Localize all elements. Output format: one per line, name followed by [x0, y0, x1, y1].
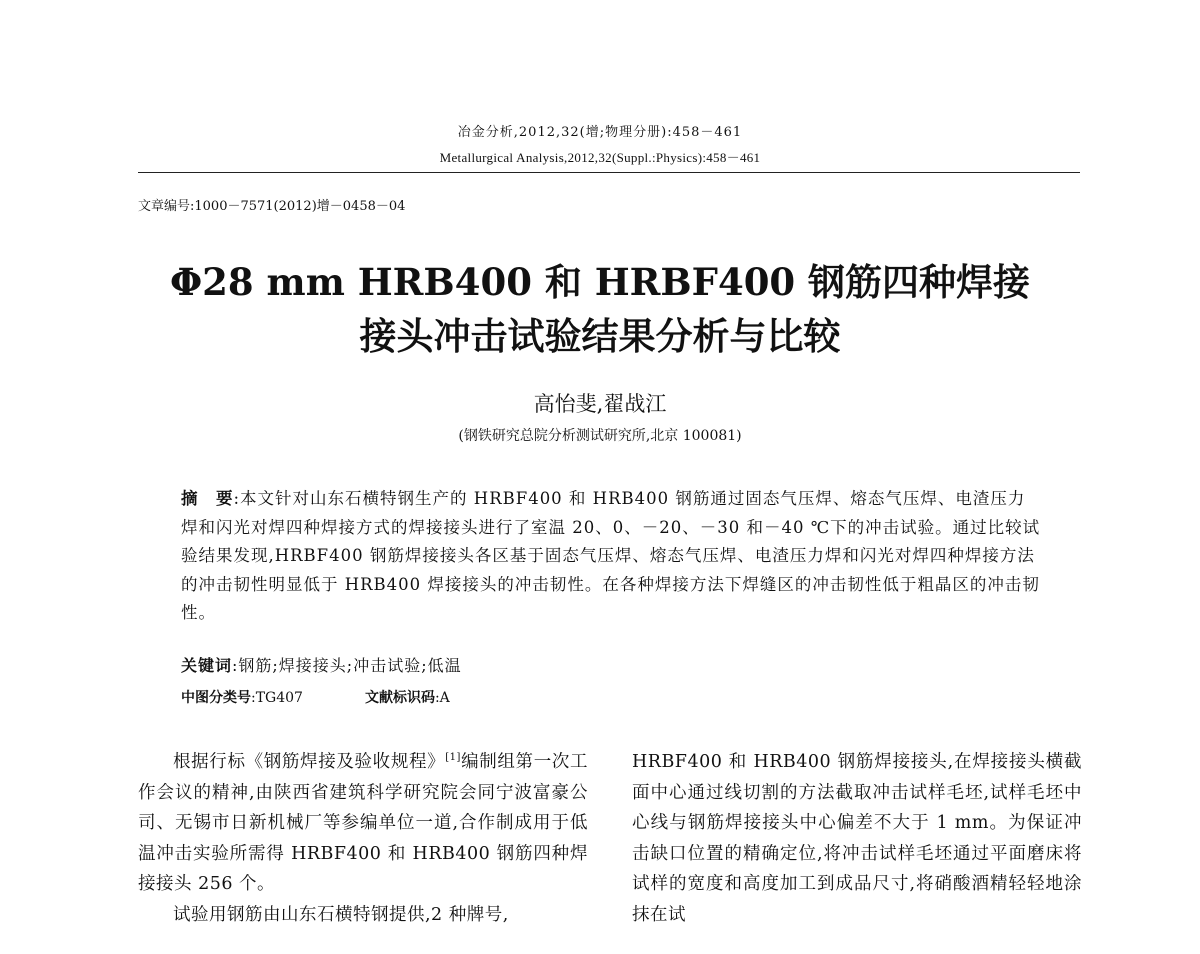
article-number: 文章编号:1000－7571(2012)增－0458－04	[138, 199, 406, 214]
body-paragraph	[138, 747, 588, 900]
doc-code-value: :A	[434, 690, 450, 706]
keywords-label: 关键词	[181, 656, 233, 675]
body-paragraph: HRBF400 和 HRB400 钢筋焊接接头,在焊接接头横截面中心通过线切割的方法截取冲击试样毛坯,试样毛坯中心线与钢筋焊接接头中心偏差不大于 1 mm。为保证冲击缺口位置的精确定位,将冲击试样毛坯通过平面磨床将试样的宽度和高度加工到成品尺寸,将硝酸酒精轻轻地涂抹在试	[632, 752, 1082, 925]
classification	[181, 687, 450, 707]
paper-title-line-1: Φ28 mm HRB400 和 HRBF400 钢筋四种焊接	[169, 260, 1031, 304]
abstract-text: :本文针对山东石横特钢生产的 HRBF400 和 HRB400 钢筋通过固态气压焊、熔态气压焊、电渣压力焊和闪光对焊四种焊接方式的焊接接头进行了室温 20、0、－20、－30 和－40 ℃下的冲击试验。通过比较试验结果发现,HRBF400 钢筋焊接接头各区基于固态气压焊、熔态气压焊、电渣压力焊和闪光对焊四种焊接方法的冲击韧性明显低于 HRB400 焊接接头的冲击韧性。在各种焊接方法下焊缝区的冲击韧性低于粗晶区的冲击韧性。	[181, 489, 1041, 623]
authors: 高怡斐,翟战江	[533, 392, 667, 416]
reference-marker[interactable]: [1]	[445, 752, 461, 764]
header-rule	[138, 172, 1080, 173]
body-column-right	[632, 747, 1082, 931]
abstract	[181, 485, 1041, 628]
body-paragraph: 试验用钢筋由山东石横特钢提供,2 种牌号,	[173, 904, 509, 925]
keywords-text: :钢筋;焊接接头;冲击试验;低温	[232, 656, 462, 675]
body-text: 根据行标《钢筋焊接及验收规程》	[173, 752, 446, 772]
abstract-label: 摘 要	[181, 489, 234, 508]
affiliation: (钢铁研究总院分析测试研究所,北京 100081)	[458, 428, 742, 444]
keywords	[181, 653, 462, 676]
journal-citation-cn: 冶金分析,2012,32(增;物理分册):458－461	[457, 125, 743, 140]
body-column-left	[138, 747, 588, 931]
doc-code-label: 文献标识码	[364, 690, 435, 706]
body-text: 编制组第一次工作会议的精神,由陕西省建筑科学研究院会同宁波富豪公司、无锡市日新机械厂等参编单位一道,合作制成用于低温冲击实验所需得 HRBF400 和 HRB400 钢筋四种焊接接头 256 个。	[138, 752, 589, 895]
journal-citation-en: Metallurgical Analysis,2012,32(Suppl.:Physics):458－461	[439, 150, 761, 165]
clc-value: :TG407	[251, 690, 303, 706]
clc-label: 中图分类号	[181, 690, 251, 706]
paper-title-line-2: 接头冲击试验结果分析与比较	[359, 315, 841, 358]
